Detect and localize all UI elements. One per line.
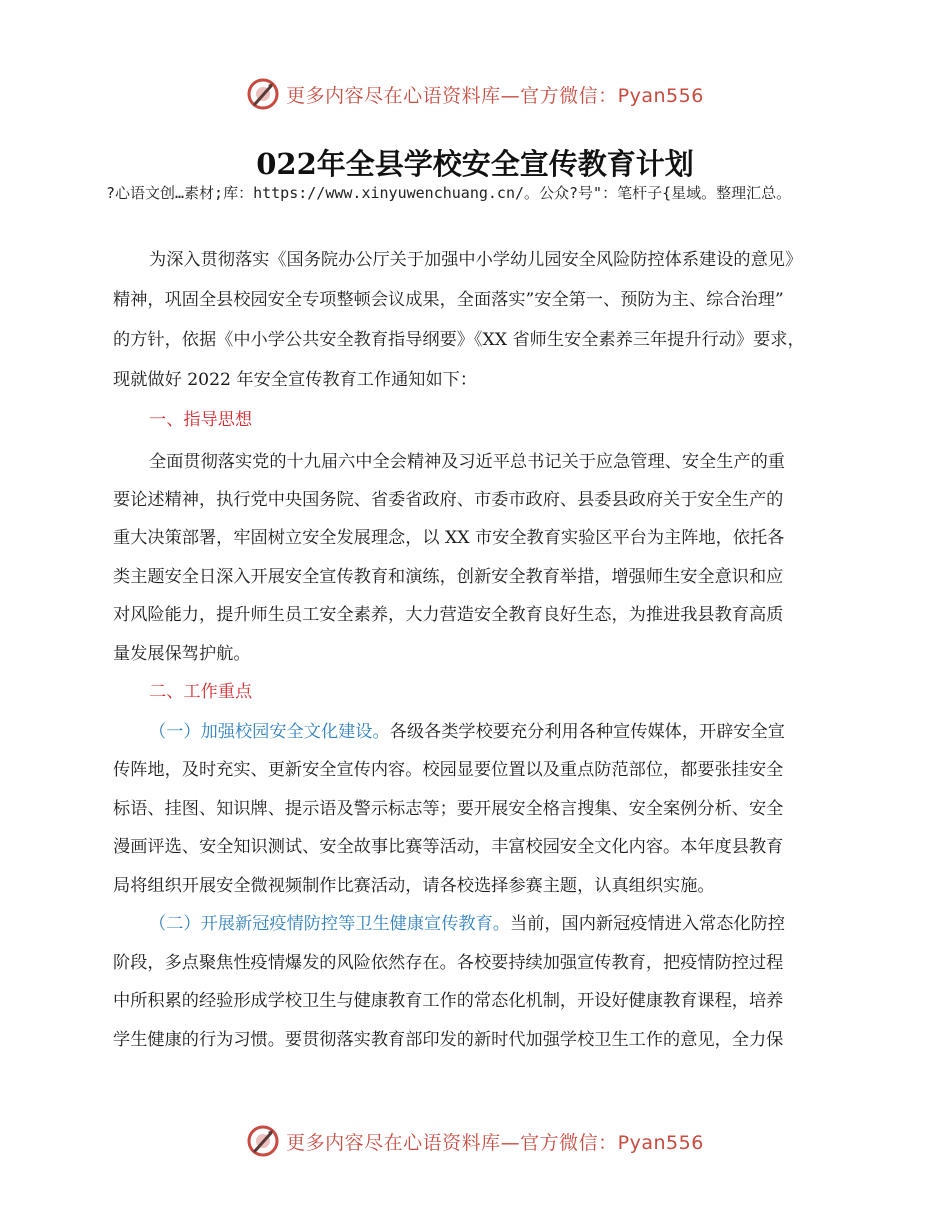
- watermark-text: 更多内容尽在心语资料库—官方微信：Pyan556: [286, 84, 704, 107]
- item2-heading: （二）开展新冠疫情防控等卫生健康宣传教育。: [149, 914, 510, 934]
- section-heading-guiding-ideology: 一、指导思想: [149, 410, 253, 430]
- paragraph-line: 重大决策部署，牢固树立安全发展理念，以 XX 市安全教育实验区平台为主阵地，依托各: [113, 528, 785, 548]
- intro-line: 现就做好 2022 年安全宣传教育工作通知如下：: [113, 370, 478, 390]
- paragraph-line: 量发展保驾护航。: [113, 644, 251, 664]
- header-watermark-banner: [0, 74, 950, 114]
- paragraph-line: 要论述精神，执行党中央国务院、省委省政府、市委市政府、县委县政府关于安全生产的: [113, 490, 784, 510]
- intro-line: 精神，巩固全县校园安全专项整顿会议成果，全面落实”安全第一、预防为主、综合治理”: [113, 290, 784, 310]
- paragraph-line: 中所积累的经验形成学校卫生与健康教育工作的常态化机制，开设好健康教育课程，培养: [113, 991, 784, 1011]
- document-title: 022年全县学校安全宣传教育计划: [256, 147, 694, 181]
- paragraph-line: 对风险能力，提升师生员工安全素养，大力营造安全教育良好生态，为推进我县教育高质: [113, 605, 784, 625]
- brand-logo-icon: [246, 77, 280, 111]
- paragraph-line: 类主题安全日深入开展安全宣传教育和演练，创新安全教育举措，增强师生安全意识和应: [113, 567, 784, 587]
- item2-first-text: 当前，国内新冠疫情进入常态化防控: [509, 914, 785, 934]
- item2-first-line: [149, 910, 785, 938]
- paragraph-line: 传阵地，及时充实、更新安全宣传内容。校园显要位置以及重点防范部位，都要张挂安全: [113, 760, 784, 780]
- brand-logo-icon: [246, 1124, 280, 1158]
- intro-line: 的方针，依据《中小学公共安全教育指导纲要》《XX 省师生安全素养三年提升行动》要求，: [113, 330, 805, 350]
- item1-first-line: [149, 718, 785, 746]
- footer-watermark-banner: [0, 1121, 950, 1161]
- paragraph-line: 局将组织开展安全微视频制作比赛活动，请各校选择参赛主题，认真组织实施。: [113, 876, 715, 896]
- paragraph-line: 阶段，多点聚焦性疫情爆发的风险依然存在。各校要持续加强宣传教育，把疫情防控过程: [113, 953, 784, 973]
- intro-line: 为深入贯彻落实《国务院办公厅关于加强中小学幼儿园安全风险防控体系建设的意见》: [149, 250, 803, 270]
- source-note: ?心语文创…素材;库：https://www.xinyuwenchuang.cn/。公众?号"：笔杆子{星域。整理汇总。: [106, 184, 792, 202]
- item1-heading: （一）加强校园安全文化建设。: [149, 722, 390, 742]
- paragraph-line: 学生健康的行为习惯。要贯彻落实教育部印发的新时代加强学校卫生工作的意见，全力保: [113, 1030, 784, 1050]
- paragraph-line: 漫画评选、安全知识测试、安全故事比赛等活动，丰富校园安全文化内容。本年度县教育: [113, 837, 784, 857]
- item1-first-text: 各级各类学校要充分利用各种宣传媒体，开辟安全宣: [389, 722, 785, 742]
- section-heading-work-focus: 二、工作重点: [149, 682, 253, 702]
- paragraph-line: 全面贯彻落实党的十九届六中全会精神及习近平总书记关于应急管理、安全生产的重: [149, 452, 785, 472]
- watermark-text: 更多内容尽在心语资料库—官方微信：Pyan556: [286, 1131, 704, 1154]
- paragraph-line: 标语、挂图、知识牌、提示语及警示标志等；要开展安全格言搜集、安全案例分析、安全: [113, 799, 784, 819]
